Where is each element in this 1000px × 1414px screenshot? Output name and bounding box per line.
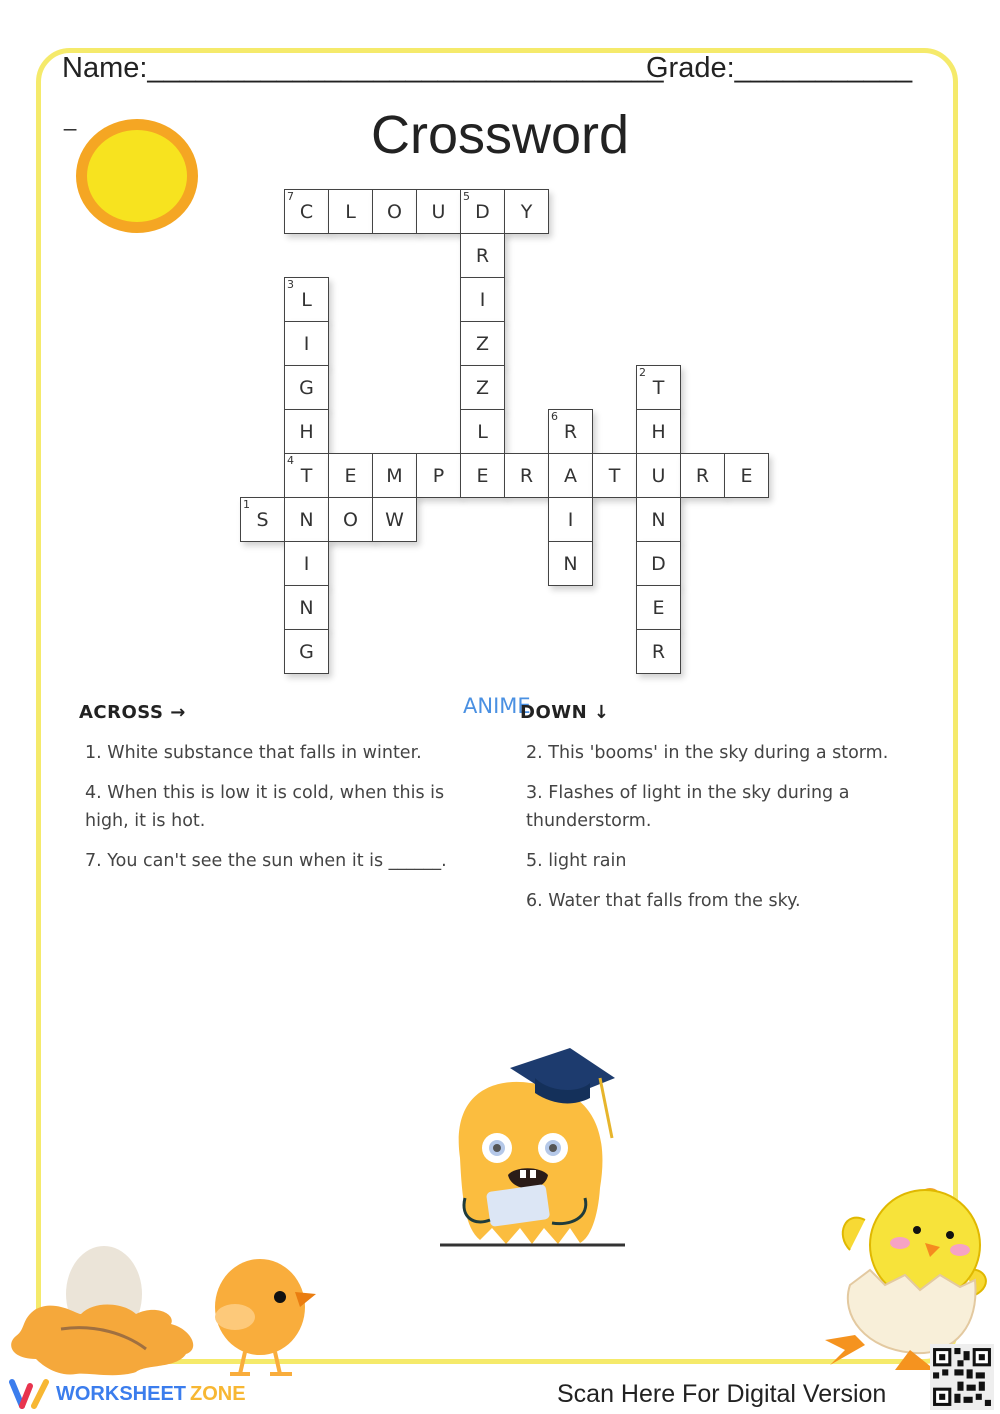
grid-cell[interactable] [284,189,329,234]
grid-cell[interactable] [636,497,681,542]
grid-cell[interactable] [372,453,417,498]
cell-letter: R [695,464,710,487]
scan-instruction: Scan Here For Digital Version [557,1380,887,1408]
down-clue-5: 5. light rain [526,851,627,871]
down-clue-6: 6. Water that falls from the sky. [526,891,801,911]
grid-cell[interactable] [284,585,329,630]
grid-cell[interactable] [636,409,681,454]
cell-letter: N [651,508,666,531]
logo-w-icon [8,1378,50,1410]
grid-cell[interactable] [548,453,593,498]
down-heading: DOWN ↓ [520,702,610,723]
cell-letter: Y [520,200,533,223]
cell-letter: R [475,244,490,267]
cell-letter: I [303,552,310,575]
logo-text-worksheet: WORKSHEET [56,1382,186,1405]
grid-cell[interactable] [636,585,681,630]
cell-letter: U [651,464,666,487]
grid-cell[interactable] [284,541,329,586]
cell-letter: Z [475,376,490,399]
wrapped-underscore: _ [64,106,77,131]
across-clue-4: 4. When this is low it is cold, when this is high, it is hot. [85,783,445,831]
grid-cell[interactable] [284,321,329,366]
cell-letter: D [475,200,490,223]
cell-letter: N [563,552,578,575]
cell-letter: G [299,376,314,399]
cell-letter: T [652,376,665,399]
cell-letter: N [299,508,314,531]
cell-letter: D [651,552,666,575]
grid-cell[interactable] [504,189,549,234]
grid-cell[interactable] [240,497,285,542]
worksheet-zone-logo[interactable] [8,1376,246,1412]
grid-cell[interactable] [504,453,549,498]
cell-letter: I [567,508,574,531]
grid-cell[interactable] [724,453,769,498]
overlay-anime-text: ANIME [463,694,531,718]
grid-cell[interactable] [284,277,329,322]
grid-cell[interactable] [548,497,593,542]
cell-letter: O [343,508,358,531]
cell-letter: L [345,200,356,223]
grid-cell[interactable] [548,541,593,586]
across-clue-7: 7. You can't see the sun when it is ______. [85,851,447,871]
cell-letter: R [651,640,666,663]
clue-number: 7 [287,190,294,203]
grid-cell[interactable] [328,189,373,234]
cell-letter: O [387,200,402,223]
cell-letter: M [386,464,403,487]
clue-number: 2 [639,366,646,379]
cell-letter: E [476,464,489,487]
grid-cell[interactable] [460,277,505,322]
cell-letter: G [299,640,314,663]
grid-cell[interactable] [636,629,681,674]
grid-cell[interactable] [460,453,505,498]
clue-number: 5 [463,190,470,203]
grid-cell[interactable] [548,409,593,454]
grid-cell[interactable] [284,365,329,410]
cell-letter: E [344,464,357,487]
cell-letter: T [608,464,621,487]
grid-cell[interactable] [284,497,329,542]
across-clue-1: 1. White substance that falls in winter. [85,743,422,763]
grid-cell[interactable] [460,233,505,278]
grid-cell[interactable] [416,189,461,234]
grid-cell[interactable] [284,629,329,674]
cell-letter: E [652,596,665,619]
cell-letter: N [299,596,314,619]
cell-letter: H [299,420,314,443]
grid-cell[interactable] [416,453,461,498]
cell-letter: L [301,288,312,311]
monster-mascot-graduation [440,1048,630,1248]
grid-cell[interactable] [636,541,681,586]
down-clue-2: 2. This 'booms' in the sky during a storm. [526,743,889,763]
grid-cell[interactable] [680,453,725,498]
grid-cell[interactable] [460,189,505,234]
cell-letter: W [385,508,404,531]
qr-code[interactable] [930,1344,994,1410]
grid-cell[interactable] [284,453,329,498]
grid-cell[interactable] [592,453,637,498]
cell-letter: T [300,464,313,487]
clue-number: 4 [287,454,294,467]
grid-cell[interactable] [460,409,505,454]
cell-letter: Z [475,332,490,355]
cell-letter: I [479,288,486,311]
cell-letter: L [477,420,488,443]
logo-text-zone: ZONE [190,1382,246,1405]
name-field-label: Name:________________________________ [62,52,664,84]
grade-field-label: Grade:___________ [646,52,913,84]
grid-cell[interactable] [284,409,329,454]
clue-number: 3 [287,278,294,291]
cell-letter: I [303,332,310,355]
grid-cell[interactable] [372,497,417,542]
grid-cell[interactable] [328,497,373,542]
cell-letter: E [740,464,753,487]
across-heading: ACROSS → [79,702,186,723]
grid-cell[interactable] [460,321,505,366]
cell-letter: U [431,200,446,223]
grid-cell[interactable] [328,453,373,498]
cell-letter: R [519,464,534,487]
down-clue-3: 3. Flashes of light in the sky during a thunderstorm. [526,783,850,831]
grid-cell[interactable] [636,453,681,498]
page-title: Crossword [370,105,630,165]
cell-letter: H [651,420,666,443]
grid-cell[interactable] [636,365,681,410]
egg-nest-illustration [6,1244,206,1379]
grid-cell[interactable] [372,189,417,234]
cell-letter: P [432,464,445,487]
chick-illustration [200,1252,320,1377]
grid-cell[interactable] [460,365,505,410]
cell-letter: C [299,200,314,223]
clue-number: 1 [243,498,250,511]
cell-letter: A [564,464,577,487]
clue-number: 6 [551,410,558,423]
cell-letter: R [563,420,578,443]
cell-letter: S [256,508,269,531]
crossword-grid [240,189,772,679]
